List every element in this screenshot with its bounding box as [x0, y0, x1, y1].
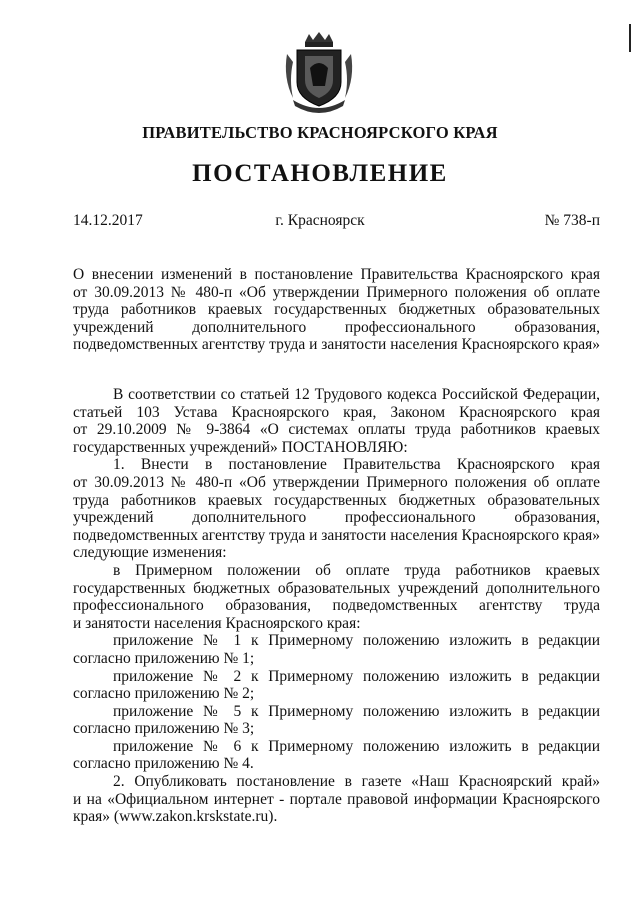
- document-body: [73, 386, 600, 826]
- organization-name: ПРАВИТЕЛЬСТВО КРАСНОЯРСКОГО КРАЯ: [142, 123, 498, 142]
- title-line: труда работников краевых государственных бюджетных образовательных: [73, 301, 600, 319]
- body-line: приложение № 5 к Примерному положению изложить в редакции: [113, 702, 600, 720]
- body-line: согласно приложению № 3;: [73, 720, 255, 738]
- title-line: подведомственных агентству труда и занятости населения Красноярского края»: [73, 336, 601, 354]
- title-line: учреждений дополнительного профессионального образования,: [73, 318, 600, 336]
- body-line: В соответствии со статьей 12 Трудового кодекса Российской Федерации,: [113, 386, 600, 403]
- body-line: следующие изменения:: [73, 544, 227, 562]
- document-type: ПОСТАНОВЛЕНИЕ: [192, 160, 448, 187]
- body-line: учреждений дополнительного профессионального образования,: [73, 509, 600, 527]
- document-title: [73, 266, 600, 354]
- body-line: 1. Внести в постановление Правительства Красноярского края: [113, 456, 600, 474]
- body-line: приложение № 1 к Примерному положению изложить в редакции: [113, 632, 600, 650]
- body-line: труда работников краевых государственных бюджетных образовательных: [73, 491, 600, 509]
- body-line: от 29.10.2009 № 9-3864 «О системах оплаты труда работников краевых: [73, 421, 600, 439]
- body-line: профессионального образования, подведомственных агентству труда: [73, 597, 600, 615]
- body-line: в Примерном положении об оплате труда работников краевых: [113, 561, 600, 579]
- body-line: от 30.09.2013 № 480-п «Об утверждении Примерного положения об оплате: [73, 473, 600, 491]
- document-city: г. Красноярск: [275, 212, 365, 229]
- body-line: и занятости населения Красноярского края:: [73, 614, 361, 632]
- coat-of-arms-icon: [283, 28, 355, 114]
- title-line: О внесении изменений в постановление Правительства Красноярского края: [73, 266, 600, 283]
- body-line: статьей 103 Устава Красноярского края, Законом Красноярского края: [73, 403, 600, 421]
- title-line: от 30.09.2013 № 480-п «Об утверждении Примерного положения об оплате: [73, 283, 600, 301]
- body-line: подведомственных агентству труда и занятости населения Красноярского края»: [73, 526, 601, 544]
- body-line: края» (www.zakon.krskstate.ru).: [73, 808, 278, 826]
- body-line: государственных бюджетных образовательных учреждений дополнительного: [73, 579, 600, 597]
- document-number: № 738-п: [544, 212, 600, 229]
- body-line: согласно приложению № 2;: [73, 685, 255, 703]
- body-line: и на «Официальном интернет - портале правовой информации Красноярского: [73, 790, 600, 808]
- body-line: приложение № 6 к Примерному положению изложить в редакции: [113, 737, 600, 755]
- body-line: согласно приложению № 1;: [73, 649, 255, 667]
- body-line: государственных учреждений» ПОСТАНОВЛЯЮ:: [73, 438, 408, 456]
- body-line: приложение № 2 к Примерному положению изложить в редакции: [113, 667, 600, 685]
- body-line: 2. Опубликовать постановление в газете «Наш Красноярский край»: [113, 773, 600, 791]
- body-line: согласно приложению № 4.: [73, 755, 254, 773]
- scan-artifact-mark: [628, 24, 634, 52]
- document-date: 14.12.2017: [73, 212, 143, 229]
